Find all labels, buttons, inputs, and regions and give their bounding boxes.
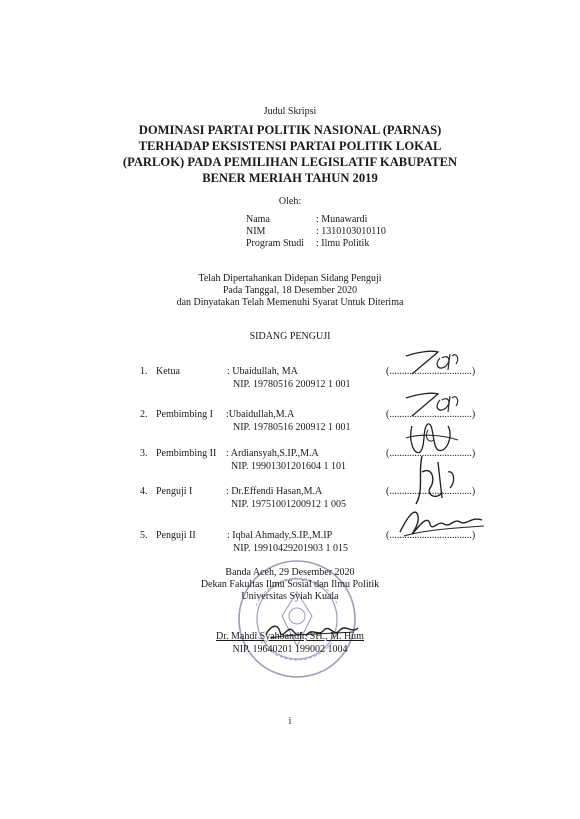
- signature-line: (.................................): [386, 530, 476, 541]
- author-program-value: : Ilmu Politik: [316, 238, 370, 249]
- title-line: (PARLOK) PADA PEMILIHAN LEGISLATIF KABUPATEN: [122, 155, 458, 169]
- committee-number: 5.: [140, 530, 148, 541]
- dean-name: Dr. Mahdi Syahbandir, SH., M. Hum: [216, 631, 364, 642]
- page-number: i: [288, 716, 292, 727]
- dean-nip: NIP. 19640201 199002 1004: [232, 644, 348, 655]
- title-line: BENER MERIAH TAHUN 2019: [202, 171, 378, 185]
- committee-nip: NIP. 19780516 200912 1 001: [233, 422, 351, 433]
- committee-role: Penguji I: [156, 486, 193, 497]
- place-date: Banda Aceh, 29 Desember 2020: [225, 567, 355, 578]
- signature-penguji-2: [394, 502, 490, 542]
- signature-penguji-1: [402, 452, 472, 508]
- committee-name: : Ardiansyah,S.IP.,M.A: [226, 448, 319, 459]
- committee-role: Penguji II: [156, 530, 196, 541]
- signature-ketua: [398, 344, 468, 378]
- thesis-title: [0, 122, 580, 186]
- signature-line: (.................................): [386, 409, 476, 420]
- committee-nip: NIP. 19751001200912 1 005: [231, 499, 347, 510]
- author-name-value: : Munawardi: [316, 214, 368, 225]
- committee-heading: SIDANG PENGUJI: [249, 331, 331, 342]
- committee-name: : Iqbal Ahmady,S.IP.,M.IP: [227, 530, 333, 541]
- title-line: DOMINASI PARTAI POLITIK NASIONAL (PARNAS): [138, 123, 442, 137]
- signature-line: (.................................): [386, 366, 476, 377]
- committee-name: : Dr.Effendi Hasan,M.A: [226, 486, 323, 497]
- committee-number: 3.: [140, 448, 148, 459]
- signature-line: (.................................): [386, 448, 476, 459]
- committee-nip: NIP. 19780516 200912 1 001: [233, 379, 351, 390]
- committee-name: :Ubaidullah,M.A: [226, 409, 295, 420]
- defense-line: Pada Tanggal, 18 Desember 2020: [222, 285, 358, 296]
- author-nim-value: : 1310103010110: [316, 226, 386, 237]
- defense-line: dan Dinyatakan Telah Memenuhi Syarat Untuk Diterima: [176, 297, 404, 308]
- committee-number: 4.: [140, 486, 148, 497]
- defense-statement: [0, 273, 580, 309]
- committee-number: 2.: [140, 409, 148, 420]
- university-name: Universitas Syiah Kuala: [241, 591, 339, 602]
- author-program-label: Program Studi: [246, 238, 305, 249]
- committee-role: Pembimbing II: [156, 448, 217, 459]
- committee-nip: NIP. 19910429201903 1 015: [233, 543, 349, 554]
- signature-pembimbing-1: [398, 386, 468, 420]
- title-line: TERHADAP EKSISTENSI PARTAI POLITIK LOKAL: [138, 139, 442, 153]
- committee-number: 1.: [140, 366, 148, 377]
- author-name-label: Nama: [246, 214, 270, 225]
- by-label: Oleh:: [278, 196, 302, 207]
- committee-role: Ketua: [156, 366, 180, 377]
- committee-nip: NIP. 19901301201604 1 101: [231, 461, 347, 472]
- author-nim-label: NIM: [246, 226, 266, 237]
- committee-name: : Ubaidullah, MA: [227, 366, 298, 377]
- dean-title: Dekan Fakultas Ilmu Sosial dan Ilmu Politik: [200, 579, 380, 590]
- signature-line: (.................................): [386, 486, 476, 497]
- caption: Judul Skripsi: [263, 106, 317, 117]
- committee-role: Pembimbing I: [156, 409, 213, 420]
- defense-line: Telah Dipertahankan Didepan Sidang Penguji: [198, 273, 382, 284]
